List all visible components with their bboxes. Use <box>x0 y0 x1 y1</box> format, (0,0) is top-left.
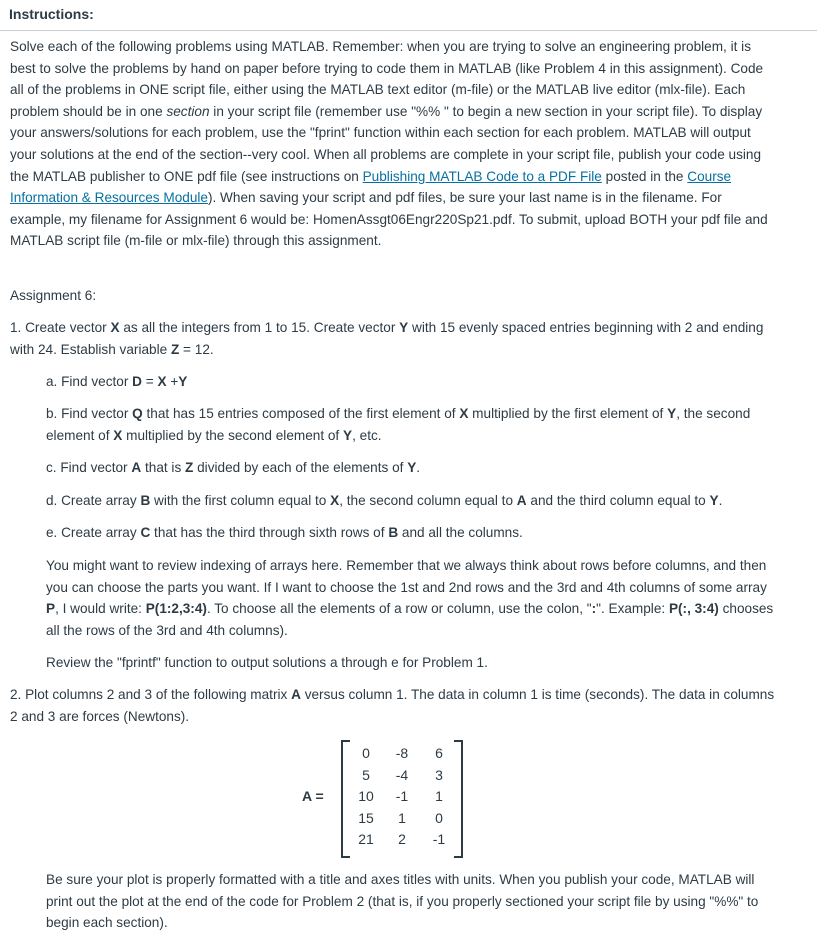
var-a: A <box>291 687 301 702</box>
right-bracket <box>454 740 463 858</box>
var-y: Y <box>399 320 409 335</box>
indexing-note <box>46 555 777 641</box>
var-x: X <box>113 427 123 443</box>
var-y: Y <box>178 374 188 389</box>
matrix-cell: -1 <box>395 788 409 805</box>
problem-1c <box>46 457 777 479</box>
matrix-cell: 1 <box>435 788 443 805</box>
matrix-cell: 5 <box>362 766 370 783</box>
intro-text-4: ). When saving your script and pdf files, be sure your last name is in the filename. For example, my filename for Assignment 6 would be: HomenAssgt06Engr220Sp21.pdf. To submit, upload BOTH your pdf file and MATLAB script file (m-file or mlx-file) through this assignment. <box>10 190 768 249</box>
matrix-cell: 3 <box>435 766 443 783</box>
heading-divider <box>0 30 817 31</box>
indexing-text: You might want to review indexing of arrays here. Remember that we always think about rows before columns, and then you can choose the parts you want. If I want to choose the 1st and 2nd rows and the 3rd and 4th columns of some array <box>46 558 767 595</box>
pb-text: that has 15 entries composed of the first element of <box>142 406 460 421</box>
matrix-cell: 0 <box>435 809 443 826</box>
indexing-text: , I would write: <box>55 601 146 617</box>
pc-text: . <box>416 460 421 475</box>
review-note: Review the "fprintf" function to output solutions a through e for Problem 1. <box>46 655 488 670</box>
matrix-a <box>341 740 463 856</box>
pb-text: multiplied by the second element of <box>122 427 343 443</box>
p1-text: 1. Create vector <box>10 320 111 335</box>
course-resources-link[interactable]: Course Information & Resources Module <box>10 168 732 206</box>
publishing-pdf-link[interactable]: Publishing MATLAB Code to a PDF File <box>362 168 602 184</box>
matrix-cell: 10 <box>358 788 374 805</box>
pe-text: e. Create array <box>46 525 141 540</box>
matrix-cell: -8 <box>395 745 409 761</box>
problem-1a <box>46 371 777 393</box>
var-a: A <box>516 493 527 508</box>
intro-paragraph <box>10 36 777 252</box>
var-y: Y <box>667 406 677 421</box>
colon-symbol: : <box>591 601 597 617</box>
pb-text: b. Find vector <box>46 406 133 421</box>
pa-text: + <box>166 374 179 389</box>
section-word: section <box>166 103 210 119</box>
matrix-cell: 0 <box>362 745 370 761</box>
intro-text-3: posted in the <box>601 168 688 184</box>
var-x: X <box>330 493 340 508</box>
var-a: A <box>131 460 142 475</box>
var-q: Q <box>132 406 143 421</box>
p1-text: with 15 evenly spaced entries beginning with 2 and ending with 24. Establish variable <box>10 320 764 357</box>
closing-note: Be sure your plot is properly formatted with a title and axes titles with units. When you publish your code, MATLAB will print out the plot at the end of the code for Problem 2 (that is, if you properly sectioned your script file by using "%%" to begin each section). <box>46 872 759 931</box>
var-b: B <box>140 493 151 508</box>
pd-text: d. Create array <box>46 493 141 508</box>
var-p: P <box>46 601 56 617</box>
left-bracket <box>341 740 350 858</box>
assignment-heading: Assignment 6: <box>10 288 97 303</box>
p2-text: versus column 1. The data in column 1 is time (seconds). The data in columns 2 and 3 are forces (Newtons). <box>10 687 775 724</box>
matrix-cell: 1 <box>398 809 406 826</box>
indexing-text: . To choose all the elements of a row or column, use the colon, " <box>206 601 592 617</box>
p2-text: 2. Plot columns 2 and 3 of the following matrix <box>10 687 292 702</box>
pc-text: c. Find vector <box>46 460 132 475</box>
p1-text: as all the integers from 1 to 15. Create vector <box>119 320 400 335</box>
matrix-label: A = <box>302 788 324 804</box>
pd-text: and the third column equal to <box>526 493 710 508</box>
matrix-cell: 6 <box>435 745 443 761</box>
var-b: B <box>388 525 399 540</box>
var-y: Y <box>343 427 353 443</box>
code-example-2: P(:, 3:4) <box>668 601 719 617</box>
var-y: Y <box>407 460 417 475</box>
pc-text: divided by each of the elements of <box>193 460 408 475</box>
var-z: Z <box>185 460 194 475</box>
pb-text: , etc. <box>352 427 382 443</box>
intro-text-1: Solve each of the following problems using MATLAB. Remember: when you are trying to solve an engineering problem, it is best to solve the problems by hand on paper before trying to code them in MATLAB (like Problem 4 in this assignment). Code all of the problems in ONE script file, either using the MATLAB text editor (m-file) or the MATLAB live editor (mlx-file). Each problem should be in one <box>10 39 764 119</box>
pd-text: , the second column equal to <box>339 493 517 508</box>
code-example-1: P(1:2,3:4) <box>145 601 207 617</box>
pb-text: , the second element of <box>46 406 751 443</box>
p1-text: = 12. <box>179 341 214 357</box>
problem-1d <box>46 490 777 512</box>
var-x: X <box>110 320 120 335</box>
var-y: Y <box>709 493 719 508</box>
var-x: X <box>157 374 167 389</box>
pa-text: = <box>141 374 158 389</box>
pd-text: . <box>718 493 723 508</box>
problem-1 <box>10 317 777 360</box>
var-d: D <box>132 374 142 389</box>
pc-text: that is <box>141 460 186 475</box>
indexing-text: ". Example: <box>596 601 669 617</box>
indexing-text: chooses all the rows of the 3rd and 4th columns). <box>46 601 774 638</box>
intro-text-2: in your script file (remember use "%% " to begin a new section in your script file). To display your answers/solutions for each problem, use the "fprint" function within each section for each problem. MATLAB will output your solutions at the end of the section--very cool. When all problems are complete in your script file, publish your code using the MATLAB publisher to ONE pdf file (see instructions on <box>10 103 763 184</box>
matrix-cell: 21 <box>358 831 374 848</box>
var-c: C <box>140 525 151 540</box>
var-z: Z <box>170 341 180 357</box>
pe-text: and all the columns. <box>398 525 523 540</box>
matrix-cell: -4 <box>395 766 409 783</box>
instructions-heading: Instructions: <box>9 6 94 22</box>
matrix-cell: -1 <box>432 831 446 848</box>
problem-1b <box>46 403 777 446</box>
pe-text: that has the third through sixth rows of <box>150 525 389 540</box>
pb-text: multiplied by the first element of <box>468 406 668 421</box>
var-x: X <box>459 406 469 421</box>
problem-1e <box>46 522 777 544</box>
matrix-cell: 2 <box>398 831 406 848</box>
pd-text: with the first column equal to <box>150 493 331 508</box>
pa-text: a. Find vector <box>46 374 133 389</box>
problem-2 <box>10 684 777 727</box>
matrix-cell: 15 <box>358 809 374 826</box>
